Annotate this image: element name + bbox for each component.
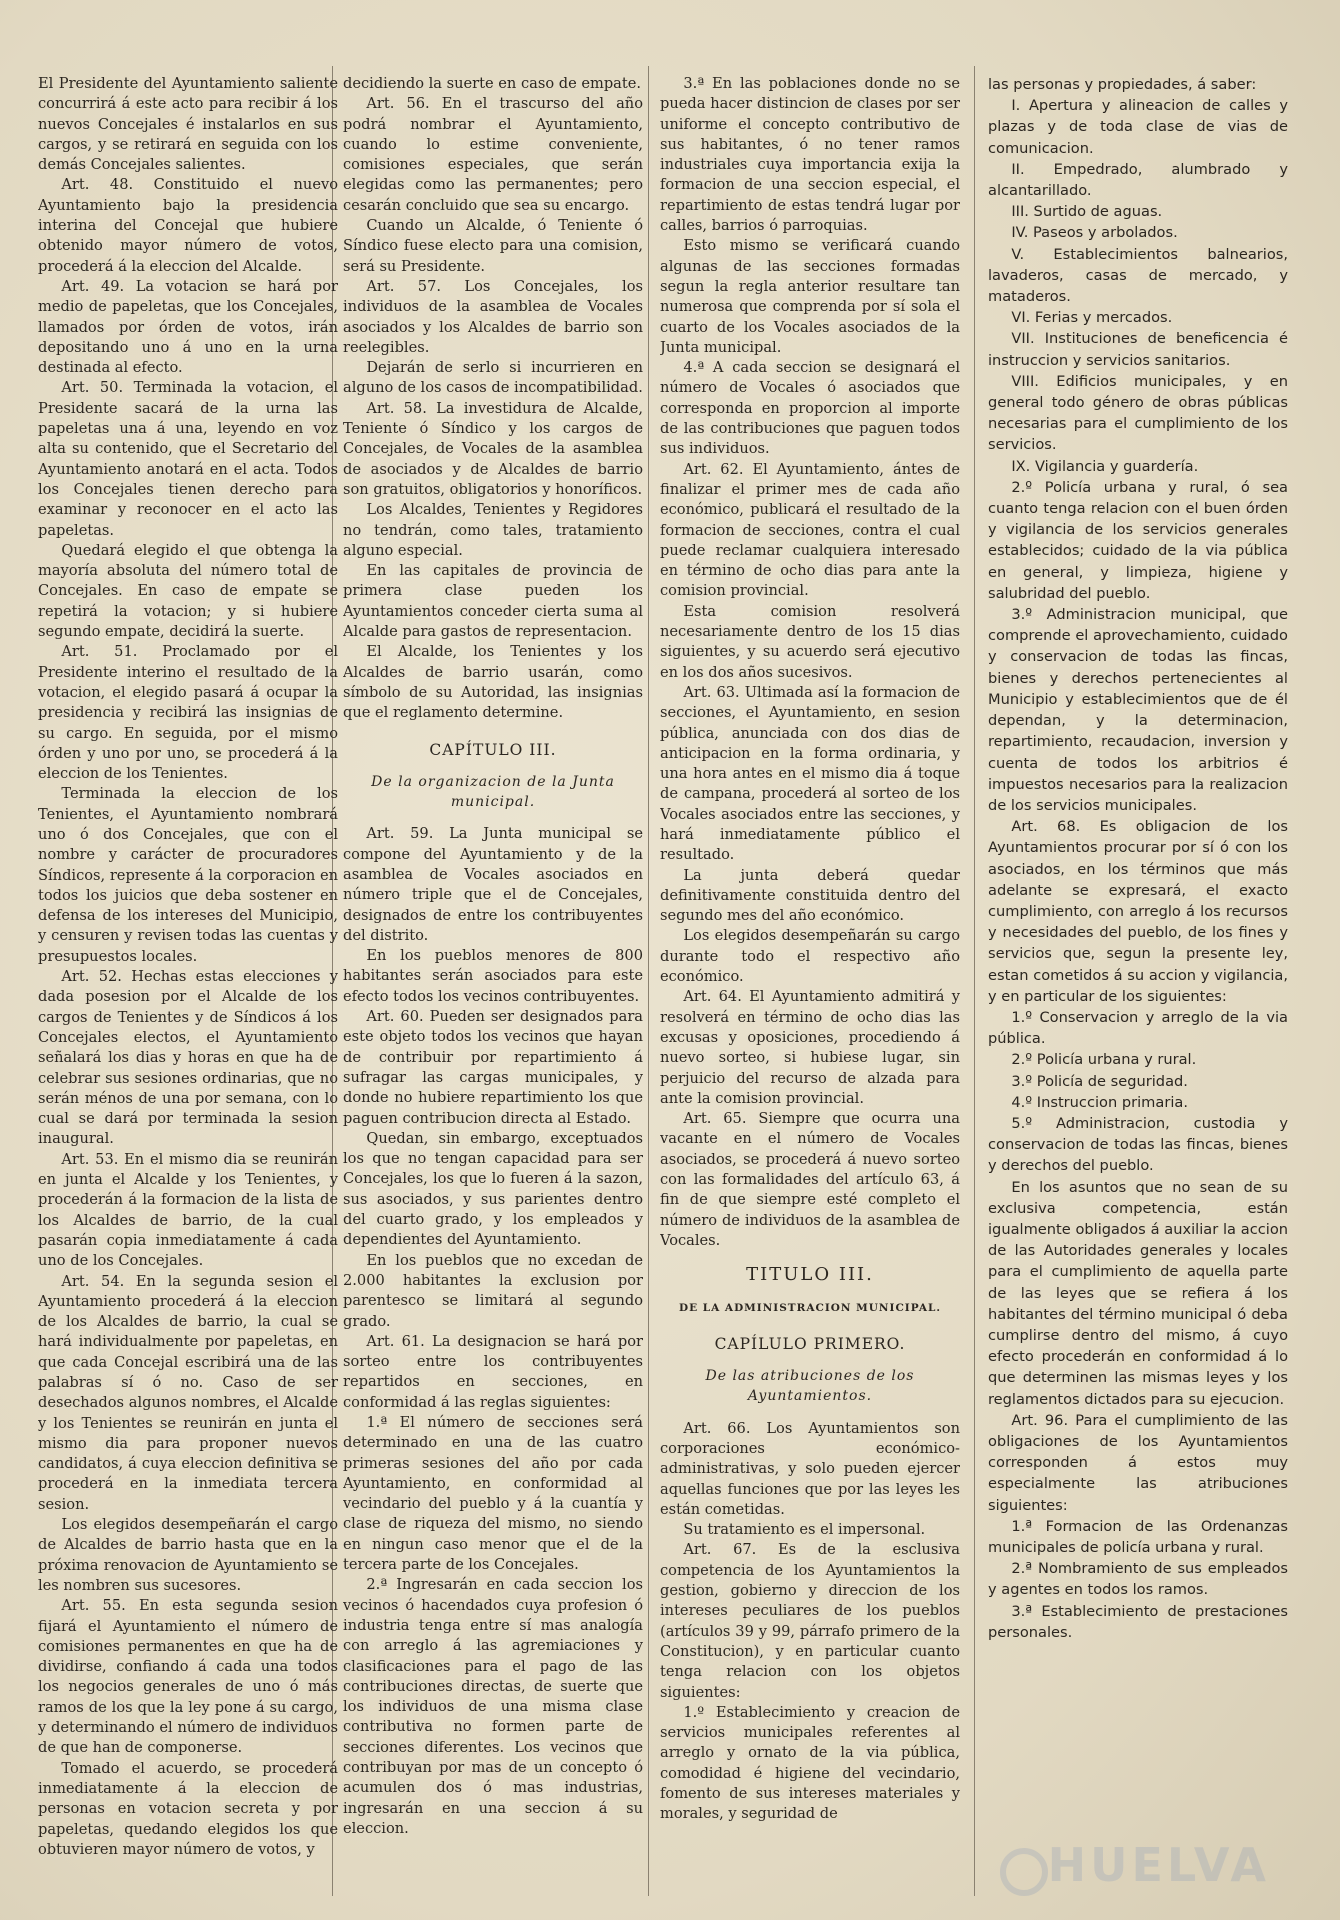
paragraph: El Presidente del Ayuntamiento saliente concurrirá á este acto para recibir á los nuevos Concejales é instalarlos en sus cargos, y se retirará en seguida con los demás Concejales salientes. bbox=[38, 75, 338, 174]
paragraph: Quedará elegido el que obtenga la mayoría absoluta del número total de Concejales. En caso de empate se repetirá la votacion; y si hubiere segundo empate, decidirá la suerte. bbox=[38, 541, 338, 641]
text-column-1 bbox=[38, 74, 338, 1904]
paragraph: Art. 55. En esta segunda sesion fijará el Ayuntamiento el número de comisiones permanentes en que ha de dividirse, confiando á cada una todos los negocios generales de uno ó más ramos de los que la ley pone á su cargo, y determinando el número de individuos de que han de componerse. bbox=[38, 1597, 338, 1757]
paragraph: 2.º Policía urbana y rural. bbox=[1011, 1051, 1197, 1069]
paragraph: Tomado el acuerdo, se procederá inmediatamente á la eleccion de personas en votacion secreta y por papeletas, quedando elegidos los que obtuvieren mayor número de votos, y bbox=[38, 1759, 338, 1858]
paragraph: 3.ª Establecimiento de prestaciones personales. bbox=[988, 1602, 1288, 1641]
paragraph: 3.ª En las poblaciones donde no se pueda hacer distincion de clases por ser uniforme el concepto contributivo de sus habitantes, ó no tener ramos industriales cuya importancia exija la formacion de una seccion especial, el repartimiento de estas tendrá lugar por calles, barrios ó parroquias. bbox=[660, 75, 960, 235]
paragraph: 2.ª Ingresarán en cada seccion los vecinos ó hacendados cuya profesion ó industria tenga entre sí mas analogía con arreglo á las agremiaciones y clasificaciones para el pago de las contribuciones directas, de suerte que los individuos de una misma clase contributiva no formen parte de secciones diferentes. Los vecinos que contribuyan por mas de un concepto ó acumulen dos ó mas industrias, ingresarán en una seccion á su eleccion. bbox=[343, 1576, 643, 1837]
paragraph: 1.ª Formacion de las Ordenanzas municipales de policía urbana y rural. bbox=[988, 1517, 1288, 1557]
paragraph: Art. 68. Es obligacion de los Ayuntamientos procurar por sí ó con los asociados, en los términos que más adelante se expresará, el exacto cumplimiento, con arreglo á los recursos y necesidades del pueblo, de los fines y servicios que, segun la presente ley, estan cometidos á su accion y vigilancia, y en particular de los siguientes: bbox=[988, 818, 1288, 1005]
paragraph: Art. 64. El Ayuntamiento admitirá y resolverá en término de ocho dias las excusas y oposiciones, procediendo á nuevo sorteo, si hubiese lugar, sin perjuicio del recurso de alzada para ante la comision provincial. bbox=[660, 988, 960, 1107]
paragraph: VII. Instituciones de beneficencia é instruccion y servicios sanitarios. bbox=[988, 330, 1288, 369]
section-heading: De la organizacion de la Junta municipal. bbox=[371, 773, 615, 811]
paragraph: Art. 52. Hechas estas elecciones y dada posesion por el Alcalde de los cargos de Tenientes y de Síndicos á los Concejales electos, el Ayuntamiento señalará los dias y horas en que ha de celebrar sus sesiones ordinarias, que no serán ménos de una por semana, con lo cual se dará por terminada la sesion inaugural. bbox=[38, 968, 338, 1148]
paragraph: Art. 50. Terminada la votacion, el Presidente sacará de la urna las papeletas una á una, leyendo en voz alta su contenido, que el Secretario del Ayuntamiento anotará en el acta. Todos los Concejales tienen derecho para examinar y reconocer en el acto las papeletas. bbox=[38, 379, 338, 539]
paragraph: 5.º Administracion, custodia y conservacion de todas las fincas, bienes y derechos del pueblo. bbox=[988, 1114, 1288, 1175]
paragraph: Art. 56. En el trascurso del año podrá nombrar el Ayuntamiento, cuando lo estime conveniente, comisiones especiales, que serán elegidas como las permanentes; pero cesarán concluido que sea su encargo. bbox=[343, 95, 643, 214]
paragraph: En los pueblos menores de 800 habitantes serán asociados para este efecto todos los vecinos contribuyentes. bbox=[343, 947, 643, 1005]
text-column-4 bbox=[988, 74, 1288, 1904]
paragraph: VIII. Edificios municipales, y en general todo género de obras públicas necesarias para el cumplimiento de los servicios. bbox=[988, 372, 1288, 454]
paragraph: Los elegidos desempeñarán el cargo de Alcaldes de barrio hasta que en la próxima renovacion de Ayuntamiento se les nombren sus sucesores. bbox=[38, 1516, 338, 1594]
paragraph: Art. 60. Pueden ser designados para este objeto todos los vecinos que hayan de contribuir por repartimiento á sufragar las cargas municipales, y donde no hubiere repartimiento los que paguen contribucion directa al Estado. bbox=[343, 1008, 643, 1127]
paragraph: En los asuntos que no sean de su exclusiva competencia, están igualmente obligados á auxiliar la accion de las Autoridades generales y locales para el cumplimiento de aquella parte de las leyes que se refiera á los habitantes del término municipal ó deba cumplirse dentro del mismo, á cuyo efecto procederán en conformidad á lo que determinen las mismas leyes y los reglamentos dictados para su ejecucion. bbox=[988, 1178, 1288, 1408]
paragraph: 1.º Establecimiento y creacion de servicios municipales referentes al arreglo y ornato de la via pública, comodidad é higiene del vecindario, fomento de sus intereses materiales y morales, y seguridad de bbox=[660, 1703, 960, 1823]
paragraph: 4.º Instruccion primaria. bbox=[1011, 1093, 1188, 1111]
paragraph: IX. Vigilancia y guardería. bbox=[1011, 457, 1199, 475]
paragraph: Art. 59. La Junta municipal se compone del Ayuntamiento y de la asamblea de Vocales asociados en número triple que el de Concejales, designados de entre los contribuyentes del distrito. bbox=[343, 825, 643, 944]
paragraph: En los pueblos que no excedan de 2.000 habitantes la exclusion por parentesco se limitará al segundo grado. bbox=[343, 1251, 643, 1330]
paragraph: 3.º Administracion municipal, que comprende el aprovechamiento, cuidado y conservacion de todas las fincas, bienes y derechos pertenecientes al Municipio y establecimientos que de él dependan, y la determinacion, repartimiento, recaudacion, inversion y cuenta de todos los arbitrios é impuestos necesarios para la realizacion de los servicios municipales. bbox=[988, 606, 1288, 814]
section-heading: DE LA ADMINISTRACION MUNICIPAL. bbox=[678, 1301, 942, 1314]
paragraph: Art. 53. En el mismo dia se reunirán en junta el Alcalde y los Tenientes, y procederán á la formacion de la lista de los Alcaldes de barrio, de la cual pasarán copia inmediatamente á cada uno de los Concejales. bbox=[38, 1150, 338, 1270]
paragraph: Art. 49. La votacion se hará por medio de papeletas, que los Concejales, llamados por órden de votos, irán depositando uno á uno en la urna destinada al efecto. bbox=[38, 277, 338, 377]
paragraph: Esto mismo se verificará cuando algunas de las secciones formadas segun la regla anterior resultare tan numerosa que comprenda por sí sola el cuarto de los Vocales asociados de la Junta municipal. bbox=[660, 237, 960, 356]
column-rule bbox=[974, 66, 975, 1896]
paragraph: II. Empedrado, alumbrado y alcantarillado. bbox=[988, 160, 1288, 200]
text-column-2 bbox=[343, 74, 643, 1904]
watermark-logo-icon bbox=[1000, 1848, 1048, 1896]
paragraph: 4.ª A cada seccion se designará el número de Vocales ó asociados que corresponda en proporcion al importe de las contribuciones que paguen todos sus individuos. bbox=[660, 359, 960, 458]
text-column-3 bbox=[660, 74, 960, 1904]
paragraph: La junta deberá quedar definitivamente constituida dentro del segundo mes del año económico. bbox=[660, 866, 960, 925]
paragraph: 1.º Conservacion y arreglo de la via pública. bbox=[988, 1008, 1288, 1048]
paragraph: 2.º Policía urbana y rural, ó sea cuanto tenga relacion con el buen órden y vigilancia de los servicios generales establecidos; cuidado de la via pública en general, y limpieza, higiene y salubridad del pueblo. bbox=[988, 478, 1288, 602]
paragraph: Art. 48. Constituido el nuevo Ayuntamiento bajo la presidencia interina del Concejal que hubiere obtenido mayor número de votos, procederá á la eleccion del Alcalde. bbox=[38, 176, 338, 275]
paragraph: Art. 57. Los Concejales, los individuos de la asamblea de Vocales asociados y los Alcaldes de barrio son reelegibles. bbox=[343, 277, 643, 356]
paragraph: Los elegidos desempeñarán su cargo durante todo el respectivo año económico. bbox=[660, 927, 960, 986]
section-heading: TITULO III. bbox=[746, 1264, 874, 1286]
paragraph: Art. 54. En la segunda sesion el Ayuntamiento procederá á la eleccion de los Alcaldes de barrio, la cual se hará individualmente por papeletas, en que cada Concejal escribirá una de las palabras sí ó no. Caso de ser desechados algunos nombres, el Alcalde y los Tenientes se reunirán en junta el mismo dia para proponer nuevos candidatos, á cuya eleccion definitiva se procederá en la inmediata tercera sesion. bbox=[38, 1272, 338, 1513]
watermark: HUELVA bbox=[1047, 1838, 1270, 1892]
paragraph: decidiendo la suerte en caso de empate. bbox=[343, 75, 642, 92]
paragraph: I. Apertura y alineacion de calles y plazas y de toda clase de vias de comunicacion. bbox=[988, 97, 1288, 157]
paragraph: Art. 61. La designacion se hará por sorteo entre los contribuyentes repartidos en secciones, en conformidad á las reglas siguientes: bbox=[343, 1332, 643, 1411]
paragraph: Art. 67. Es de la esclusiva competencia de los Ayuntamientos la gestion, gobierno y direccion de los intereses peculiares de los pueblos (artículos 39 y 99, párrafo primero de la Constitucion), y en particular cuanto tenga relacion con los objetos siguientes: bbox=[660, 1541, 960, 1701]
paragraph: III. Surtido de aguas. bbox=[1011, 203, 1163, 221]
paragraph: Art. 96. Para el cumplimiento de las obligaciones de los Ayuntamientos corresponden á estos muy especialmente las atribuciones siguientes: bbox=[988, 1411, 1288, 1514]
paragraph: 1.ª El número de secciones será determinado en una de las cuatro primeras sesiones del año por cada Ayuntamiento, en conformidad al vecindario del pueblo y á la cuantía y clase de riqueza del mismo, no siendo en ningun caso menor que el de la tercera parte de los Concejales. bbox=[343, 1414, 643, 1574]
paragraph: Terminada la eleccion de los Tenientes, el Ayuntamiento nombrará uno ó dos Concejales, que con el nombre y carácter de procuradores Síndicos, represente á la corporacion en todos los juicios que deba sostener en defensa de los intereses del Municipio, y censuren y revisen todas las cuentas y presupuestos locales. bbox=[38, 785, 338, 965]
section-heading: CAPÍTULO III. bbox=[429, 740, 557, 759]
paragraph: 2.ª Nombramiento de sus empleados y agentes en todos los ramos. bbox=[988, 1560, 1288, 1599]
paragraph: El Alcalde, los Tenientes y los Alcaldes de barrio usarán, como símbolo de su Autoridad, las insignias que el reglamento determine. bbox=[343, 643, 643, 722]
paragraph: Art. 66. Los Ayuntamientos son corporaciones económico-administrativas, y solo pueden ejercer aquellas funciones que por las leyes les están cometidas. bbox=[660, 1419, 960, 1518]
paragraph: Art. 51. Proclamado por el Presidente interino el resultado de la votacion, el elegido pasará á ocupar la presidencia y recibirá las insignias de su cargo. En seguida, por el mismo órden y uno por uno, se procederá á la eleccion de los Tenientes. bbox=[38, 643, 338, 783]
paragraph: las personas y propiedades, á saber: bbox=[988, 76, 1257, 93]
paragraph: 3.º Policía de seguridad. bbox=[1011, 1072, 1188, 1090]
column-rule bbox=[648, 66, 649, 1896]
paragraph: VI. Ferias y mercados. bbox=[1011, 309, 1173, 327]
paragraph: Cuando un Alcalde, ó Teniente ó Síndico fuese electo para una comision, será su Presidente. bbox=[343, 217, 643, 275]
paragraph: Art. 63. Ultimada así la formacion de secciones, el Ayuntamiento, en sesion pública, anunciada con dos dias de anticipacion en la forma ordinaria, y una hora antes en el mismo dia á toque de campana, procederá al sorteo de los Vocales asociados entre las secciones, y hará inmediatamente público el resultado. bbox=[660, 683, 960, 864]
paragraph: IV. Paseos y arbolados. bbox=[1011, 224, 1178, 242]
paragraph: Art. 58. La investidura de Alcalde, Teniente ó Síndico y los cargos de Concejales, de Vocales de la asamblea de asociados y de Alcaldes de barrio son gratuitos, obligatorios y honoríficos. bbox=[343, 399, 643, 498]
section-heading: De las atribuciones de los Ayuntamientos. bbox=[705, 1368, 915, 1405]
paragraph: Dejarán de serlo si incurrieren en alguno de los casos de incompatibilidad. bbox=[343, 359, 643, 397]
paragraph: Art. 62. El Ayuntamiento, ántes de finalizar el primer mes de cada año económico, publicará el resultado de la formacion de secciones, contra el cual puede reclamar cualquiera interesado en término de ocho dias para ante la comision provincial. bbox=[660, 460, 960, 600]
paragraph: Quedan, sin embargo, exceptuados los que no tengan capacidad para ser Concejales, los que lo fueren á la sazon, sus asociados, y sus parientes dentro del cuarto grado, y los empleados y dependientes del Ayuntamiento. bbox=[343, 1129, 643, 1249]
paragraph: V. Establecimientos balnearios, lavaderos, casas de mercado, y mataderos. bbox=[988, 245, 1288, 306]
paragraph: Los Alcaldes, Tenientes y Regidores no tendrán, como tales, tratamiento alguno especial. bbox=[343, 501, 643, 559]
section-heading: CAPÍLULO PRIMERO. bbox=[714, 1334, 906, 1353]
paragraph: Esta comision resolverá necesariamente dentro de los 15 dias siguientes, y su acuerdo será ejecutivo en los dos años sucesivos. bbox=[660, 602, 960, 681]
paragraph: En las capitales de provincia de primera clase pueden los Ayuntamientos conceder cierta suma al Alcalde para gastos de representacion. bbox=[343, 562, 643, 641]
paragraph: Su tratamiento es el impersonal. bbox=[683, 1521, 926, 1539]
paragraph: Art. 65. Siempre que ocurra una vacante en el número de Vocales asociados, se procederá á nuevo sorteo con las formalidades del artículo 63, á fin de que siempre esté completo el número de individuos de la asamblea de Vocales. bbox=[660, 1110, 960, 1249]
